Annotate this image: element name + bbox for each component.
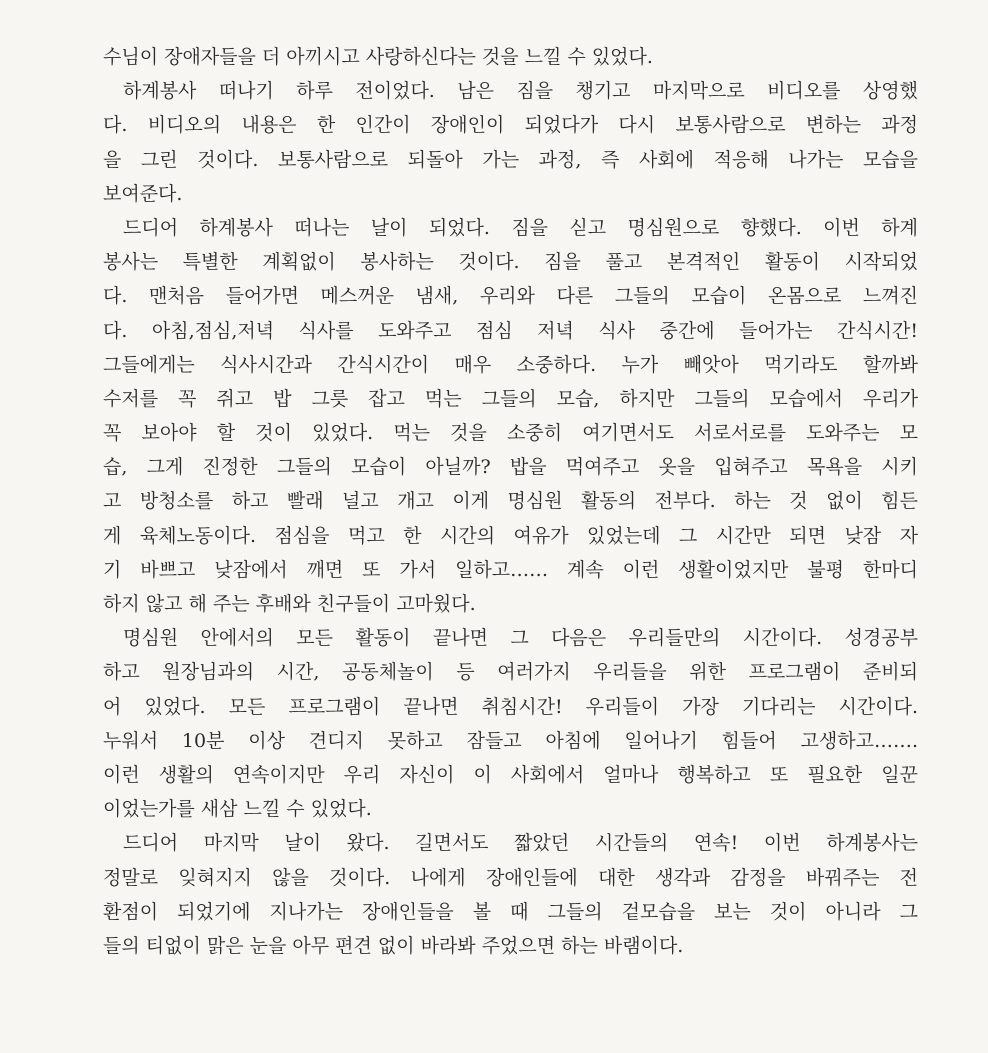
text-line: 드디어 하계봉사 떠나는 날이 되었다. 짐을 싣고 명심원으로 향했다. 이번 하계 xyxy=(123,216,918,239)
text-line: 보여준다. xyxy=(103,182,183,205)
text-line: 다. 아침,점심,저녁 식사를 도와주고 점심 저녁 식사 중간에 들어가는 간식시간! xyxy=(103,319,918,342)
text-line: 게 육체노동이다. 점심을 먹고 한 시간의 여유가 있었는데 그 시간만 되면 낮잠 자 xyxy=(103,524,918,547)
text-line: 들의 티없이 맑은 눈을 아무 편견 없이 바라봐 주었으면 하는 바램이다. xyxy=(103,934,684,957)
text-line: 이었는가를 새삼 느낄 수 있었다. xyxy=(103,798,372,821)
text-line: 꼭 보아야 할 것이 있었다. 먹는 것을 소중히 여기면서도 서로서로를 도와주는 모 xyxy=(103,422,918,445)
text-line: 하계봉사 떠나기 하루 전이었다. 남은 짐을 챙기고 마지막으로 비디오를 상영했 xyxy=(123,80,918,103)
text-line: 어 있었다. 모든 프로그램이 끝나면 취침시간! 우리들이 가장 기다리는 시간이다. xyxy=(103,695,918,718)
text-line: 수저를 꼭 쥐고 밥 그릇 잡고 먹는 그들의 모습, 하지만 그들의 모습에서 우리가 xyxy=(103,387,918,410)
text-line: 봉사는 특별한 계획없이 봉사하는 것이다. 짐을 풀고 본격적인 활동이 시작되었 xyxy=(103,251,918,274)
text-line: 다. 비디오의 내용은 한 인간이 장애인이 되었다가 다시 보통사람으로 변하는 과정 xyxy=(103,114,918,137)
text-line: 고 방청소를 하고 빨래 널고 개고 이게 명심원 활동의 전부다. 하는 것 없이 힘든 xyxy=(103,490,918,513)
text-line: 이런 생활의 연속이지만 우리 자신이 이 사회에서 얼마나 행복하고 또 필요한 일꾼 xyxy=(103,763,918,786)
text-line: 환점이 되었기에 지나가는 장애인들을 볼 때 그들의 겉모습을 보는 것이 아니라 그 xyxy=(103,900,918,923)
text-line: 하지 않고 해 주는 후배와 친구들이 고마웠다. xyxy=(103,593,476,615)
body-text xyxy=(103,40,918,963)
text-line: 기 바쁘고 낮잠에서 깨면 또 가서 일하고…… 계속 이런 생활이었지만 불평 한마디 xyxy=(103,558,918,581)
text-line: 습, 그게 진정한 그들의 모습이 아닐까? 밥을 먹여주고 옷을 입혀주고 목욕을 시키 xyxy=(103,456,918,479)
text-line: 명심원 안에서의 모든 활동이 끝나면 그 다음은 우리들만의 시간이다. 성경공부 xyxy=(123,627,918,650)
text-line: 정말로 잊혀지지 않을 것이다. 나에게 장애인들에 대한 생각과 감정을 바꿔주는 전 xyxy=(103,866,918,889)
text-line: 그들에게는 식사시간과 간식시간이 매우 소중하다. 누가 빼앗아 먹기라도 할까봐 xyxy=(103,353,918,376)
text-line: 드디어 마지막 날이 왔다. 길면서도 짧았던 시간들의 연속! 이번 하계봉사는 xyxy=(123,832,918,855)
text-line: 다. 맨처음 들어가면 메스꺼운 냄새, 우리와 다른 그들의 모습이 온몸으로 느껴진 xyxy=(103,285,918,308)
text-line: 수님이 장애자들을 더 아끼시고 사랑하신다는 것을 느낄 수 있었다. xyxy=(103,46,653,68)
text-line: 하고 원장님과의 시간, 공동체놀이 등 여러가지 우리들을 위한 프로그램이 준비되 xyxy=(103,661,918,684)
text-line: 누워서 10분 이상 견디지 못하고 잠들고 아침에 일어나기 힘들어 고생하고……. xyxy=(103,729,918,752)
text-line: 을 그린 것이다. 보통사람으로 되돌아 가는 과정, 즉 사회에 적응해 나가는 모습을 xyxy=(103,148,918,171)
